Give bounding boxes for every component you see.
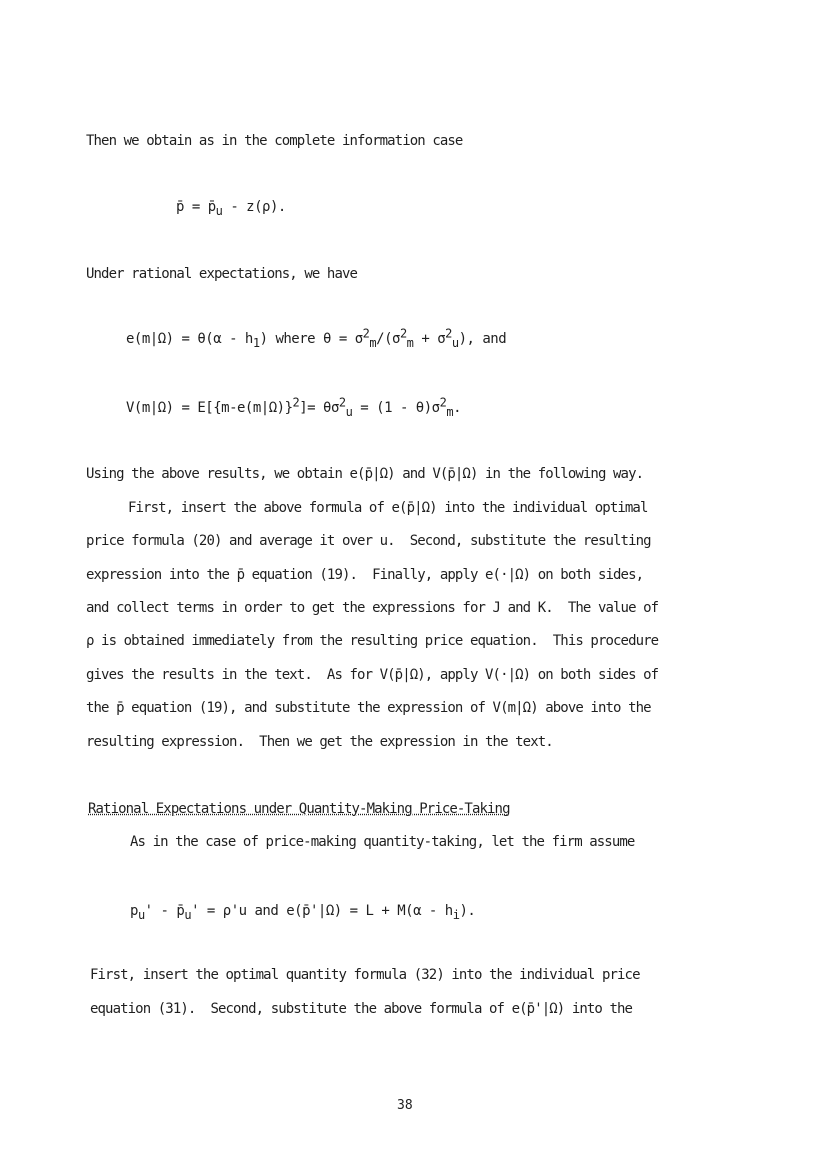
- equation-part: - z(ρ).: [222, 199, 286, 215]
- text-line: First, insert the optimal quantity formula (32) into the individual price: [90, 967, 640, 983]
- equation-subscript: u: [345, 404, 353, 419]
- equation-part: ) where θ = σ: [259, 331, 363, 347]
- equation-part: .: [453, 400, 461, 416]
- equation-superscript: 2: [445, 326, 452, 341]
- equation-p-bar: [176, 198, 286, 216]
- page-number: 38: [397, 1098, 413, 1113]
- text-line: Using the above results, we obtain e(p̄|Ω) and V(p̄|Ω) in the following way.: [86, 466, 644, 482]
- text-line: As in the case of price-making quantity-taking, let the firm assume: [130, 834, 635, 850]
- equation-part: = (1 - θ)σ: [352, 400, 440, 416]
- equation-part: ' - p̄: [144, 903, 185, 919]
- equation-subscript: u: [137, 907, 145, 922]
- equation-subscript: u: [184, 907, 192, 922]
- equation-expectation: [126, 326, 507, 350]
- text-line: Then we obtain as in the complete information case: [86, 133, 463, 149]
- text-line: ρ is obtained immediately from the resulting price equation. This procedure: [86, 633, 659, 649]
- equation-subscript: u: [451, 335, 459, 350]
- equation-price-assumption: [130, 902, 475, 920]
- equation-superscript: 2: [292, 395, 300, 410]
- equation-variance: [126, 395, 461, 419]
- text-line: Under rational expectations, we have: [86, 266, 358, 282]
- equation-part: p: [130, 903, 138, 919]
- text-line: First, insert the above formula of e(p̄|Ω) into the individual optimal: [128, 500, 648, 516]
- text-line: and collect terms in order to get the expressions for J and K. The value of: [86, 600, 659, 616]
- equation-part: p̄ = p̄: [176, 199, 216, 215]
- text-line: resulting expression. Then we get the expression in the text.: [86, 734, 553, 750]
- text-line: the p̄ equation (19), and substitute the expression of V(m|Ω) above into the: [86, 700, 651, 716]
- equation-superscript: 2: [362, 326, 370, 341]
- equation-subscript: m: [406, 335, 414, 350]
- equation-superscript: 2: [439, 395, 447, 410]
- equation-subscript: 1: [252, 335, 260, 350]
- text-line: gives the results in the text. As for V(p̄|Ω), apply V(·|Ω) on both sides of: [86, 667, 659, 683]
- equation-part: ' = ρ'u and e(p̄'|Ω) = L + M(α - h: [191, 903, 453, 919]
- equation-subscript: i: [452, 907, 460, 922]
- equation-part: + σ: [413, 331, 446, 347]
- equation-part: e(m|Ω) = θ(α - h: [126, 331, 253, 347]
- text-line: expression into the p̄ equation (19). Finally, apply e(·|Ω) on both sides,: [86, 567, 644, 583]
- equation-superscript: 2: [399, 326, 407, 341]
- section-heading: Rational Expectations under Quantity-Making Price-Taking: [88, 801, 510, 817]
- equation-part: ]= θσ: [299, 400, 339, 416]
- equation-part: /(σ: [376, 331, 400, 347]
- equation-subscript: m: [446, 404, 454, 419]
- equation-subscript: u: [215, 203, 223, 218]
- equation-part: V(m|Ω) = E[{m-e(m|Ω)}: [126, 400, 293, 416]
- equation-part: ).: [459, 903, 476, 919]
- equation-subscript: m: [369, 335, 377, 350]
- equation-part: ), and: [458, 331, 507, 347]
- text-line: price formula (20) and average it over u. Second, substitute the resulting: [86, 533, 651, 549]
- text-line: equation (31). Second, substitute the above formula of e(p̄'|Ω) into the: [90, 1001, 633, 1017]
- equation-superscript: 2: [338, 395, 346, 410]
